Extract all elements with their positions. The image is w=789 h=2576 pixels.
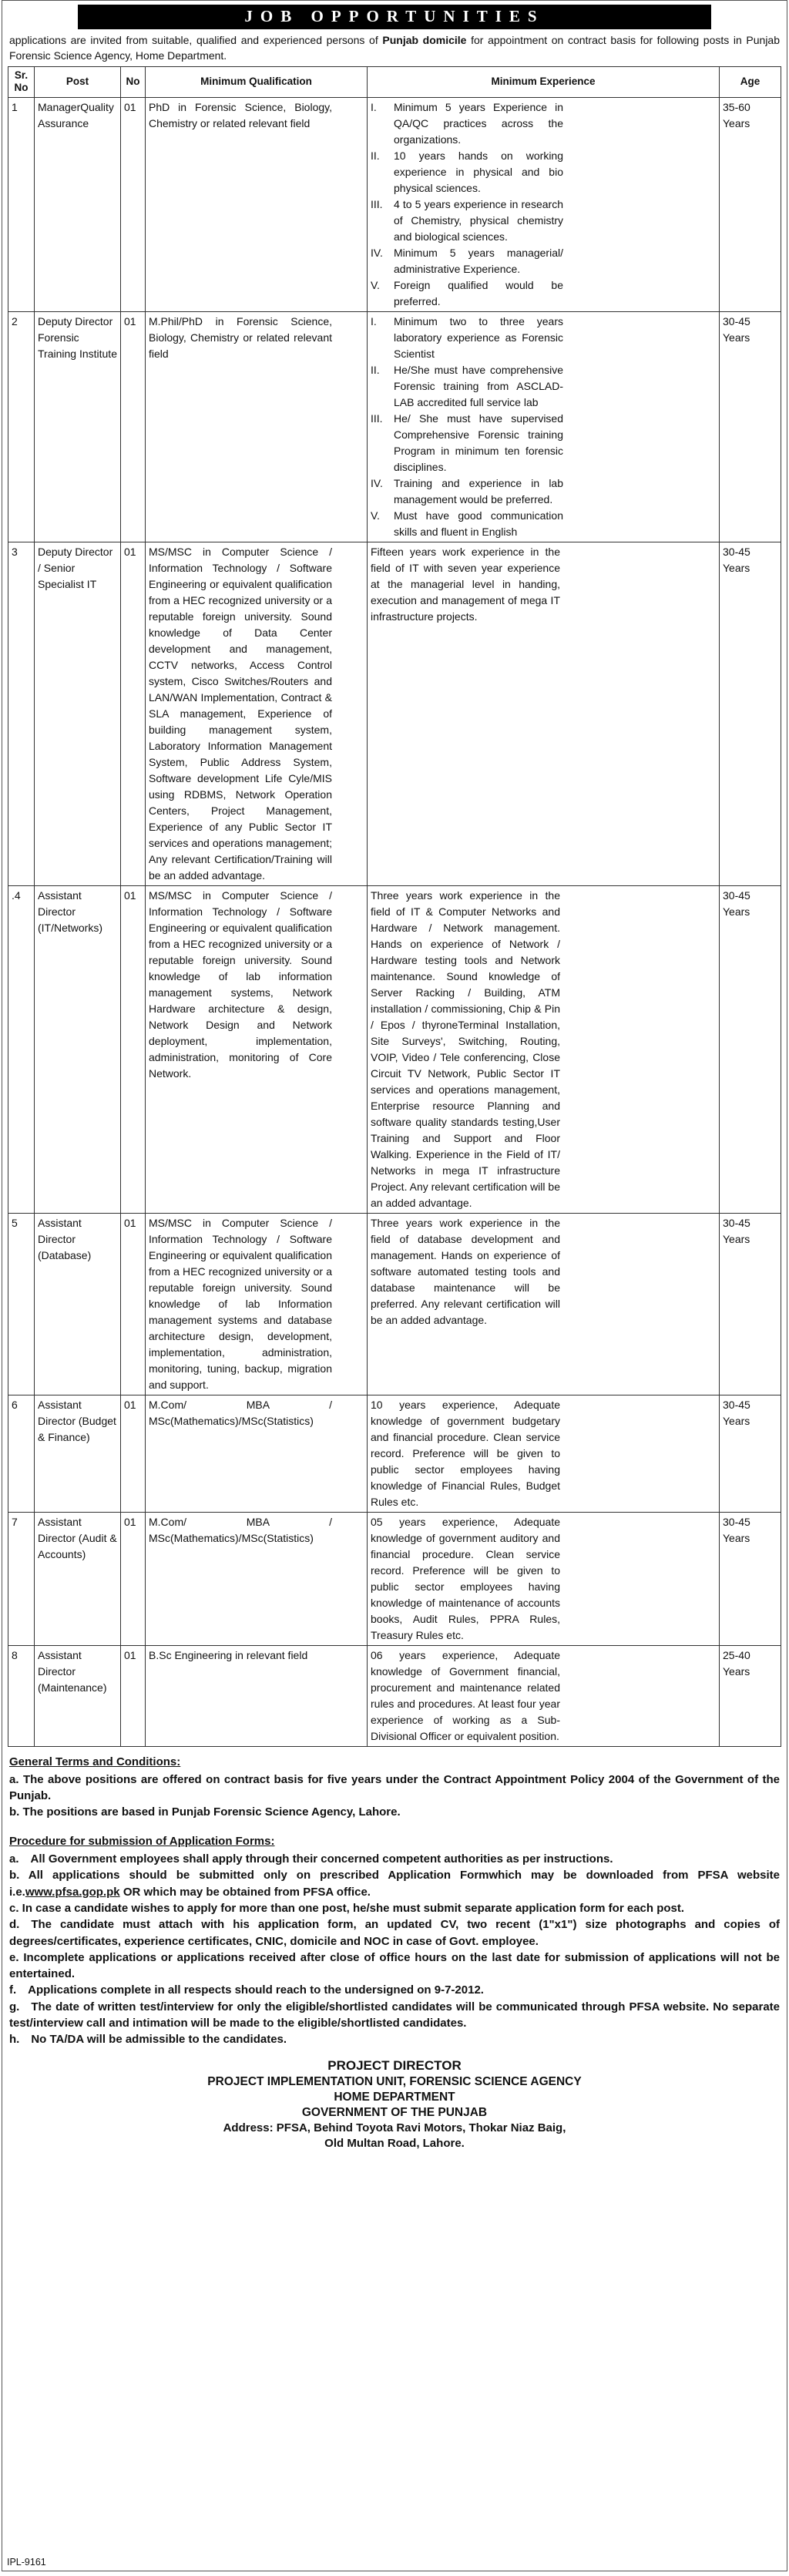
- intro-domicile-emphasis: Punjab domicile: [382, 34, 467, 46]
- procedure-item-e: e. Incomplete applications or applications received after close of office hours on the last date for submission of applications will not be entertained.: [9, 1950, 780, 1981]
- pfsa-website-url: www.pfsa.gop.pk: [25, 1885, 120, 1899]
- roman-numeral: IV.: [371, 476, 383, 489]
- col-header-qualification: Minimum Qualification: [146, 67, 368, 97]
- experience-text: 05 years experience, Adequate knowledge of government auditory and financial procedure. Clean service record. Preference will be given to public sector employees having knowledge of maintenance of accounts books, Audit Rules, PPRA Rules, Treasury Rules etc.: [371, 1515, 560, 1641]
- table-row-assistant-director-audit-accounts: [8, 1512, 781, 1645]
- cell-qualification: [146, 97, 368, 311]
- age-text: 30-45 Years: [723, 545, 750, 574]
- cell-age: [720, 1645, 781, 1746]
- page-title: JOB OPPORTUNITIES: [244, 7, 545, 25]
- experience-item-text: Minimum 5 years Experience in QA/QC practices across the organizations.: [394, 100, 563, 146]
- cell-qualification: [146, 1213, 368, 1395]
- roman-numeral: IV.: [371, 246, 383, 259]
- age-text: 25-40 Years: [723, 1648, 750, 1678]
- qualification-text: B.Sc Engineering in relevant field: [149, 1648, 308, 1661]
- experience-item: [371, 99, 563, 148]
- age-text: 30-45 Years: [723, 1515, 750, 1544]
- experience-item-text: He/She must have comprehensive Forensic training from ASCLAD-LAB accredited full service lab: [394, 363, 563, 408]
- qualification-text: MS/MSC in Computer Science / Information Technology / Software Engineering or equivalent qualification from a HEC recognized university or a reputable foreign university. Sound knowledge of lab Information management systems and database architecture design, development, implementation, administration, monitoring, tuning, backup, migration and support.: [149, 1216, 332, 1391]
- ad-reference-number: IPL-9161: [7, 2557, 46, 2568]
- cell-sr-no: 5: [8, 1213, 35, 1395]
- experience-item: [371, 314, 563, 362]
- cell-sr-no: 6: [8, 1395, 35, 1512]
- experience-item: [371, 508, 563, 540]
- procedure-item-b-pre: b. All applications should be submitted only on prescribed Application Formwhich may be downloaded from PFSA website i.e.: [9, 1869, 780, 1899]
- cell-post: Deputy Director Forensic Training Institute: [35, 311, 121, 542]
- experience-text: 06 years experience, Adequate knowledge of Government financial, procurement and maintenance related rules and procedures. At least four year experience of working as a Sub-Divisional Officer or equivalent position.: [371, 1648, 560, 1742]
- qualification-text: M.Phil/PhD in Forensic Science, Biology, Chemistry or related relevant field: [149, 314, 332, 360]
- procedure-item-c: c. In case a candidate wishes to apply for more than one post, he/she must submit separate application form for each post.: [9, 1901, 685, 1915]
- experience-item: [371, 148, 563, 196]
- experience-item-text: He/ She must have supervised Comprehensive Forensic training Program in minimum ten forensic disciplines.: [394, 411, 563, 473]
- cell-qualification: [146, 1395, 368, 1512]
- intro-post: for appointment on contract basis for following posts in Punjab Forensic Science Agency, Home Department.: [9, 34, 780, 62]
- experience-text: Fifteen years work experience in the field of IT with seven year experience at the managerial level in handing, execution and management of mega IT infrastructure projects.: [371, 545, 560, 623]
- cell-qualification: [146, 311, 368, 542]
- experience-item-text: Training and experience in lab management would be preferred.: [394, 476, 563, 505]
- age-text: 30-45 Years: [723, 888, 750, 918]
- roman-numeral: V.: [371, 278, 380, 291]
- table-row-assistant-director-database: [8, 1213, 781, 1395]
- jobs-table: [8, 66, 781, 1746]
- cell-experience: [368, 1645, 720, 1746]
- cell-experience: [368, 1213, 720, 1395]
- address-line-1: Address: PFSA, Behind Toyota Ravi Motors, Thokar Niaz Baig,: [223, 2121, 566, 2135]
- cell-no: 01: [121, 542, 146, 885]
- experience-item: [371, 277, 563, 310]
- cell-no: 01: [121, 1645, 146, 1746]
- experience-item: [371, 362, 563, 411]
- cell-post: Assistant Director (Maintenance): [35, 1645, 121, 1746]
- cell-no: 01: [121, 97, 146, 311]
- job-advertisement: [2, 0, 787, 2571]
- roman-numeral: III.: [371, 197, 383, 210]
- qualification-text: M.Com/ MBA / MSc(Mathematics)/MSc(Statistics): [149, 1515, 332, 1544]
- cell-qualification: [146, 1512, 368, 1645]
- experience-item: [371, 196, 563, 245]
- terms-item-b: b. The positions are based in Punjab Forensic Science Agency, Lahore.: [9, 1805, 401, 1819]
- age-text: 30-45 Years: [723, 314, 750, 344]
- procedure-item-h: h. No TA/DA will be admissible to the candidates.: [9, 2033, 287, 2047]
- cell-age: [720, 885, 781, 1213]
- cell-post: Deputy Director / Senior Specialist IT: [35, 542, 121, 885]
- cell-qualification: [146, 885, 368, 1213]
- cell-age: [720, 542, 781, 885]
- cell-no: 01: [121, 1213, 146, 1395]
- signatory-title: PROJECT DIRECTOR: [327, 2057, 462, 2073]
- age-text: 35-60 Years: [723, 100, 750, 129]
- cell-age: [720, 1512, 781, 1645]
- roman-numeral: V.: [371, 509, 380, 522]
- general-terms-heading: General Terms and Conditions:: [9, 1755, 181, 1768]
- cell-post: ManagerQuality Assurance: [35, 97, 121, 311]
- roman-numeral: III.: [371, 411, 383, 425]
- cell-age: [720, 97, 781, 311]
- procedure-heading: Procedure for submission of Application Forms:: [9, 1834, 275, 1848]
- experience-item-text: Foreign qualified would be preferred.: [394, 278, 563, 307]
- cell-sr-no: 2: [8, 311, 35, 542]
- table-row-assistant-director-it-networks: [8, 885, 781, 1213]
- cell-experience: [368, 1512, 720, 1645]
- cell-no: 01: [121, 1395, 146, 1512]
- procedure-item-g: g. The date of written test/interview for only the eligible/shortlisted candidates will be communicated through PFSA website. No separate test/interview call and intimation will be made to the eligible/shortlisted candidates.: [9, 2000, 780, 2030]
- col-header-age: Age: [720, 67, 781, 97]
- address-line-2: Old Multan Road, Lahore.: [324, 2136, 465, 2150]
- cell-sr-no: 8: [8, 1645, 35, 1746]
- cell-sr-no: 7: [8, 1512, 35, 1645]
- cell-experience: [368, 542, 720, 885]
- experience-text: Three years work experience in the field of IT & Computer Networks and Hardware / Network management. Hands on experience of Network / Hardware testing tools and Network maintenance. Sound knowledge of Server Racking / Building, ATM installation / commissioning, Chip & Pin / Epos / thyroneTerminal Installation, Site Surveys', Switching, Routing, VOIP, Video / Tele conferencing, Close Circuit TV Network, Public Sector IT services and operations management, Enterprise resource Planning and software quality standards testing,User Training and Support and Floor Walking. Experience in the Field of IT/ Networks in mega IT infrastructure Project. Any relevant certification will be an added advantage.: [371, 888, 560, 1209]
- cell-experience: [368, 1395, 720, 1512]
- qualification-text: M.Com/ MBA / MSc(Mathematics)/MSc(Statistics): [149, 1398, 332, 1427]
- cell-age: [720, 311, 781, 542]
- cell-qualification: [146, 1645, 368, 1746]
- col-header-no: No: [121, 67, 146, 97]
- table-row-manager-quality-assurance: [8, 97, 781, 311]
- procedure-item-f: f. Applications complete in all respects should reach to the undersigned on 9-7-2012.: [9, 1983, 484, 1997]
- intro-text: [9, 33, 780, 63]
- table-row-deputy-director-forensic-training: [8, 311, 781, 542]
- roman-numeral: I.: [371, 314, 377, 327]
- col-header-experience: Minimum Experience: [368, 67, 720, 97]
- roman-numeral: I.: [371, 100, 377, 113]
- age-text: 30-45 Years: [723, 1398, 750, 1427]
- government-line: GOVERNMENT OF THE PUNJAB: [301, 2105, 488, 2119]
- qualification-text: PhD in Forensic Science, Biology, Chemistry or related relevant field: [149, 100, 332, 129]
- col-header-sr-no: Sr. No: [8, 67, 35, 97]
- experience-item-text: 4 to 5 years experience in research of Chemistry, physical chemistry and biological sciences.: [394, 197, 563, 243]
- cell-post: Assistant Director (Audit & Accounts): [35, 1512, 121, 1645]
- table-row-assistant-director-maintenance: [8, 1645, 781, 1746]
- procedure-item-d: d. The candidate must attach with his application form, an updated CV, two recent (1"x1") size photographs and copies of degrees/certificates, experience certificates, CNIC, domicile and NOC in case of Govt. employee.: [9, 1918, 780, 1948]
- experience-item-text: Minimum two to three years laboratory experience as Forensic Scientist: [394, 314, 563, 360]
- table-row-assistant-director-budget-finance: [8, 1395, 781, 1512]
- cell-no: 01: [121, 885, 146, 1213]
- experience-item: [371, 245, 563, 277]
- col-header-post: Post: [35, 67, 121, 97]
- cell-no: 01: [121, 311, 146, 542]
- cell-sr-no: .4: [8, 885, 35, 1213]
- cell-sr-no: 3: [8, 542, 35, 885]
- cell-post: Assistant Director (IT/Networks): [35, 885, 121, 1213]
- experience-item: [371, 411, 563, 475]
- experience-text: 10 years experience, Adequate knowledge of government budgetary and financial procedure. Clean service record. Preference will be given to public sector employees having knowledge of Financial Rules, Budget Rules etc.: [371, 1398, 560, 1508]
- intro-pre: applications are invited from suitable, qualified and experienced persons of: [9, 34, 383, 46]
- cell-qualification: [146, 542, 368, 885]
- procedure-item-a: a. All Government employees shall apply through their concerned competent authorities as per instructions.: [9, 1852, 613, 1866]
- org-unit-line: PROJECT IMPLEMENTATION UNIT, FORENSIC SCIENCE AGENCY: [207, 2074, 582, 2088]
- qualification-text: MS/MSC in Computer Science / Information Technology / Software Engineering or equivalent qualification from a HEC recognized university or a reputable foreign university. Sound knowledge of Data Center development and management, CCTV networks, Access Control system, Cisco Switches/Routers and LAN/WAN Implementation, Contract & SLA management, Experience of building management system, Laboratory Information Management System, Public Address System, Software development Life Cyle/MIS using RDBMS, Network Operation Centers, Project Management, Experience of any Public Sector IT services and operations management; Any relevant Certification/Training will be an added advantage.: [149, 545, 332, 882]
- cell-experience: [368, 311, 720, 542]
- department-line: HOME DEPARTMENT: [334, 2090, 455, 2104]
- age-text: 30-45 Years: [723, 1216, 750, 1245]
- experience-text: Three years work experience in the field of database development and management. Hands on experience of software automated testing tools and database maintenance will be preferred. Any relevant certification will be an added advantage.: [371, 1216, 560, 1326]
- signature-block: [8, 2057, 781, 2151]
- table-row-deputy-director-senior-specialist-it: [8, 542, 781, 885]
- cell-sr-no: 1: [8, 97, 35, 311]
- procedure-item-b-post: OR which may be obtained from PFSA office.: [119, 1885, 371, 1899]
- cell-age: [720, 1395, 781, 1512]
- cell-post: Assistant Director (Budget & Finance): [35, 1395, 121, 1512]
- cell-no: 01: [121, 1512, 146, 1645]
- experience-item: [371, 475, 563, 508]
- cell-experience: [368, 885, 720, 1213]
- roman-numeral: II.: [371, 363, 380, 376]
- experience-item-text: 10 years hands on working experience in physical and bio physical sciences.: [394, 149, 563, 194]
- table-header-row: [8, 67, 781, 97]
- cell-post: Assistant Director (Database): [35, 1213, 121, 1395]
- title-bar: [78, 5, 711, 29]
- experience-item-text: Must have good communication skills and fluent in English: [394, 509, 563, 538]
- procedure-item-b: [9, 1867, 780, 1900]
- general-terms-section: [9, 1754, 780, 1821]
- procedure-section: [9, 1833, 780, 2048]
- cell-age: [720, 1213, 781, 1395]
- experience-item-text: Minimum 5 years managerial/ administrative Experience.: [394, 246, 563, 275]
- cell-experience: [368, 97, 720, 311]
- roman-numeral: II.: [371, 149, 380, 162]
- terms-item-a: a. The above positions are offered on contract basis for five years under the Contract Appointment Policy 2004 of the Government of the Punjab.: [9, 1772, 780, 1803]
- qualification-text: MS/MSC in Computer Science / Information Technology / Software Engineering or equivalent qualification from a HEC recognized university or a reputable foreign university. Sound knowledge of lab information management systems, Network Hardware architecture & design, Network Design and Network deployment, implementation, administration, monitoring of Core Network.: [149, 888, 332, 1080]
